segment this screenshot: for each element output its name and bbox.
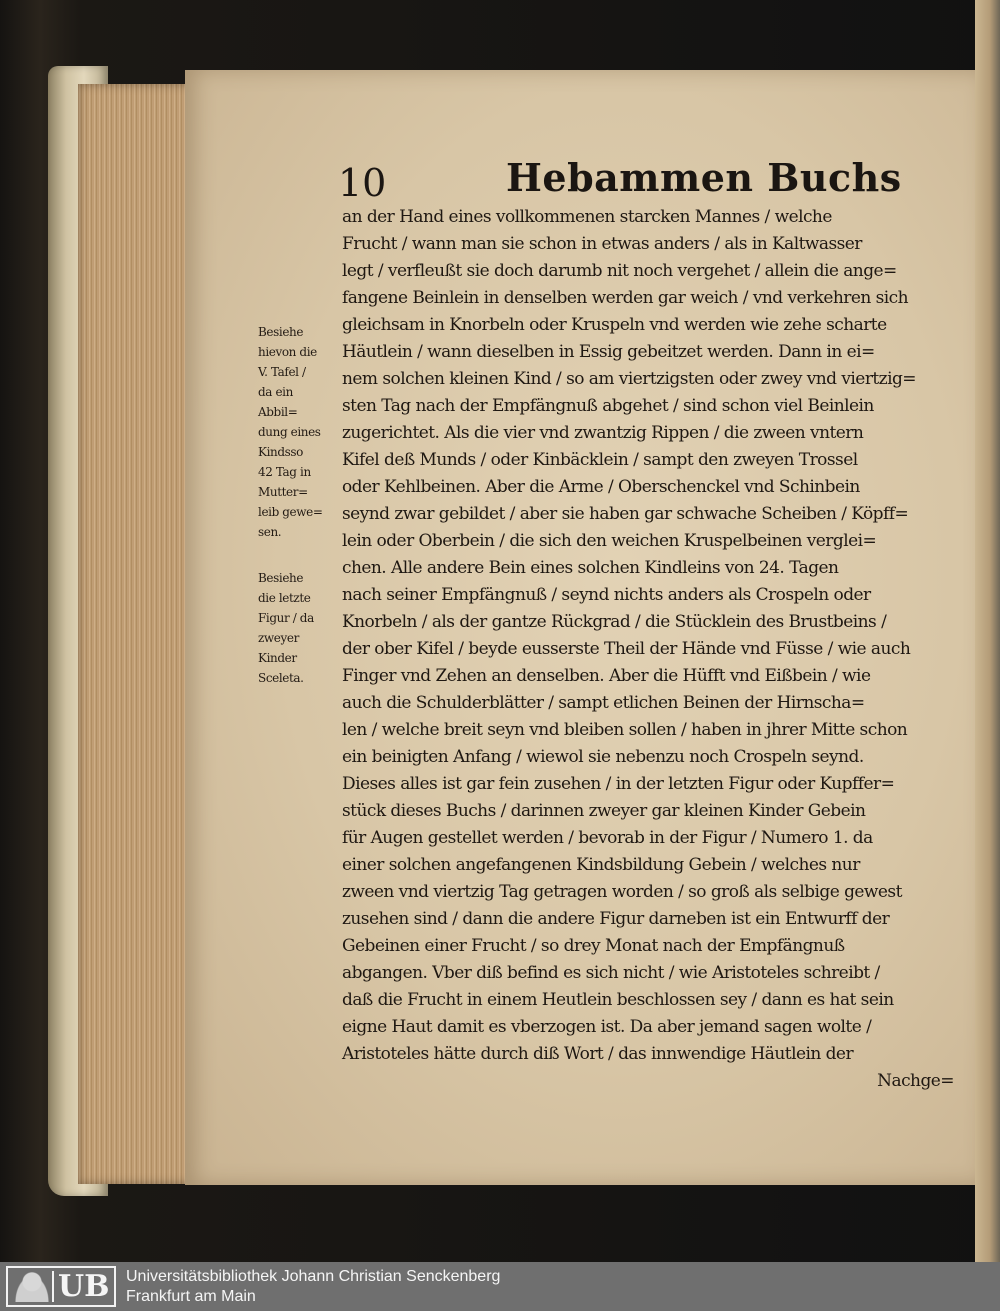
text-line: stück dieses Buchs / darinnen zweyer gar kleinen Kinder Gebein	[342, 801, 866, 821]
facing-page-edge	[975, 0, 1000, 1262]
library-name	[126, 1267, 500, 1307]
page-number: 10	[338, 161, 387, 205]
text-line: an der Hand eines vollkommenen starcken Mannes / welche	[342, 207, 832, 227]
note-line: Kindsso	[258, 445, 303, 459]
library-footer	[0, 1262, 1000, 1311]
page-header	[338, 155, 958, 205]
library-line-1: Universitätsbibliothek Johann Christian Senckenberg	[126, 1268, 501, 1285]
text-line: eigne Haut damit es vberzogen ist. Da aber jemand sagen wolte /	[342, 1017, 872, 1037]
text-line: nem solchen kleinen Kind / so am viertzigsten oder zwey vnd viertzig=	[342, 369, 916, 389]
page-block-edges	[78, 84, 198, 1184]
text-line: Kifel deß Munds / oder Kinbäcklein / sampt den zweyen Trossel	[342, 450, 858, 470]
note-line: hievon die	[258, 345, 317, 359]
text-line: zusehen sind / dann die andere Figur darneben ist ein Entwurff der	[342, 909, 890, 929]
marginal-note-1	[258, 322, 343, 542]
ub-logo-text: UB	[58, 1269, 110, 1304]
note-line: dung eines	[258, 425, 321, 439]
text-line: Häutlein / wann dieselben in Essig gebeitzet werden. Dann in ei=	[342, 342, 875, 362]
note-line: sen.	[258, 525, 282, 539]
text-line: oder Kehlbeinen. Aber die Arme / Oberschenckel vnd Schinbein	[342, 477, 860, 497]
text-line: Gebeinen einer Frucht / so drey Monat nach der Empfängnuß	[342, 936, 845, 956]
text-line: Knorbeln / als der gantze Rückgrad / die Stücklein des Brustbeins /	[342, 612, 887, 632]
catchword: Nachge=	[877, 1071, 954, 1091]
text-line: sten Tag nach der Empfängnuß abgehet / sind schon viel Beinlein	[342, 396, 874, 416]
text-line: der ober Kifel / beyde eusserste Theil der Hände vnd Füsse / wie auch	[342, 639, 911, 659]
text-line: legt / verfleußt sie doch darumb nit noch vergehet / allein die ange=	[342, 261, 897, 281]
text-line: abgangen. Vber diß befind es sich nicht / wie Aristoteles schreibt /	[342, 963, 880, 983]
note-line: Figur / da	[258, 611, 314, 625]
text-line: Aristoteles hätte durch diß Wort / das innwendige Häutlein der	[342, 1044, 854, 1064]
note-line: V. Tafel /	[258, 365, 306, 379]
note-line: Mutter=	[258, 485, 308, 499]
text-line: gleichsam in Knorbeln oder Kruspeln vnd werden wie zehe scharte	[342, 315, 887, 335]
note-line: Besiehe	[258, 325, 304, 339]
note-line: 42 Tag in	[258, 465, 311, 479]
note-line: leib gewe=	[258, 505, 323, 519]
body-text	[342, 204, 954, 1095]
marginal-note-2	[258, 568, 343, 688]
text-line: ein beinigten Anfang / wiewol sie nebenzu noch Crospeln seynd.	[342, 747, 864, 767]
note-line: Abbil=	[258, 405, 298, 419]
text-line: chen. Alle andere Bein eines solchen Kindleins von 24. Tagen	[342, 558, 839, 578]
text-line: einer solchen angefangenen Kindsbildung Gebein / welches nur	[342, 855, 860, 875]
note-line: zweyer	[258, 631, 299, 645]
note-line: Kinder	[258, 651, 297, 665]
text-line: daß die Frucht in einem Heutlein beschlossen sey / dann es hat sein	[342, 990, 894, 1010]
note-line: Sceleta.	[258, 671, 304, 685]
ub-logo[interactable]	[6, 1266, 116, 1307]
text-line: Finger vnd Zehen an denselben. Aber die Hüfft vnd Eißbein / wie	[342, 666, 871, 686]
text-line: len / welche breit seyn vnd bleiben sollen / haben in jhrer Mitte schon	[342, 720, 908, 740]
text-line: zugerichtet. Als die vier vnd zwantzig Rippen / die zween vntern	[342, 423, 864, 443]
text-line: fangene Beinlein in denselben werden gar weich / vnd verkehren sich	[342, 288, 909, 308]
text-line: Dieses alles ist gar fein zusehen / in der letzten Figur oder Kupffer=	[342, 774, 895, 794]
note-line: da ein	[258, 385, 293, 399]
text-line: Frucht / wann man sie schon in etwas anders / als in Kaltwasser	[342, 234, 862, 254]
text-line: seynd zwar gebildet / aber sie haben gar schwache Scheiben / Köpff=	[342, 504, 909, 524]
text-line: lein oder Oberbein / die sich den weichen Kruspelbeinen verglei=	[342, 531, 877, 551]
library-line-2: Frankfurt am Main	[126, 1288, 256, 1305]
text-line: für Augen gestellet werden / bevorab in der Figur / Numero 1. da	[342, 828, 873, 848]
text-line: zween vnd viertzig Tag getragen worden / so groß als selbige gewest	[342, 882, 902, 902]
portrait-icon	[12, 1271, 54, 1302]
note-line: die letzte	[258, 591, 311, 605]
text-line: auch die Schulderblätter / sampt etlichen Beinen der Hirnscha=	[342, 693, 865, 713]
running-head: Hebammen Buchs	[506, 155, 902, 200]
note-line: Besiehe	[258, 571, 304, 585]
text-line: nach seiner Empfängnuß / seynd nichts anders als Crospeln oder	[342, 585, 871, 605]
